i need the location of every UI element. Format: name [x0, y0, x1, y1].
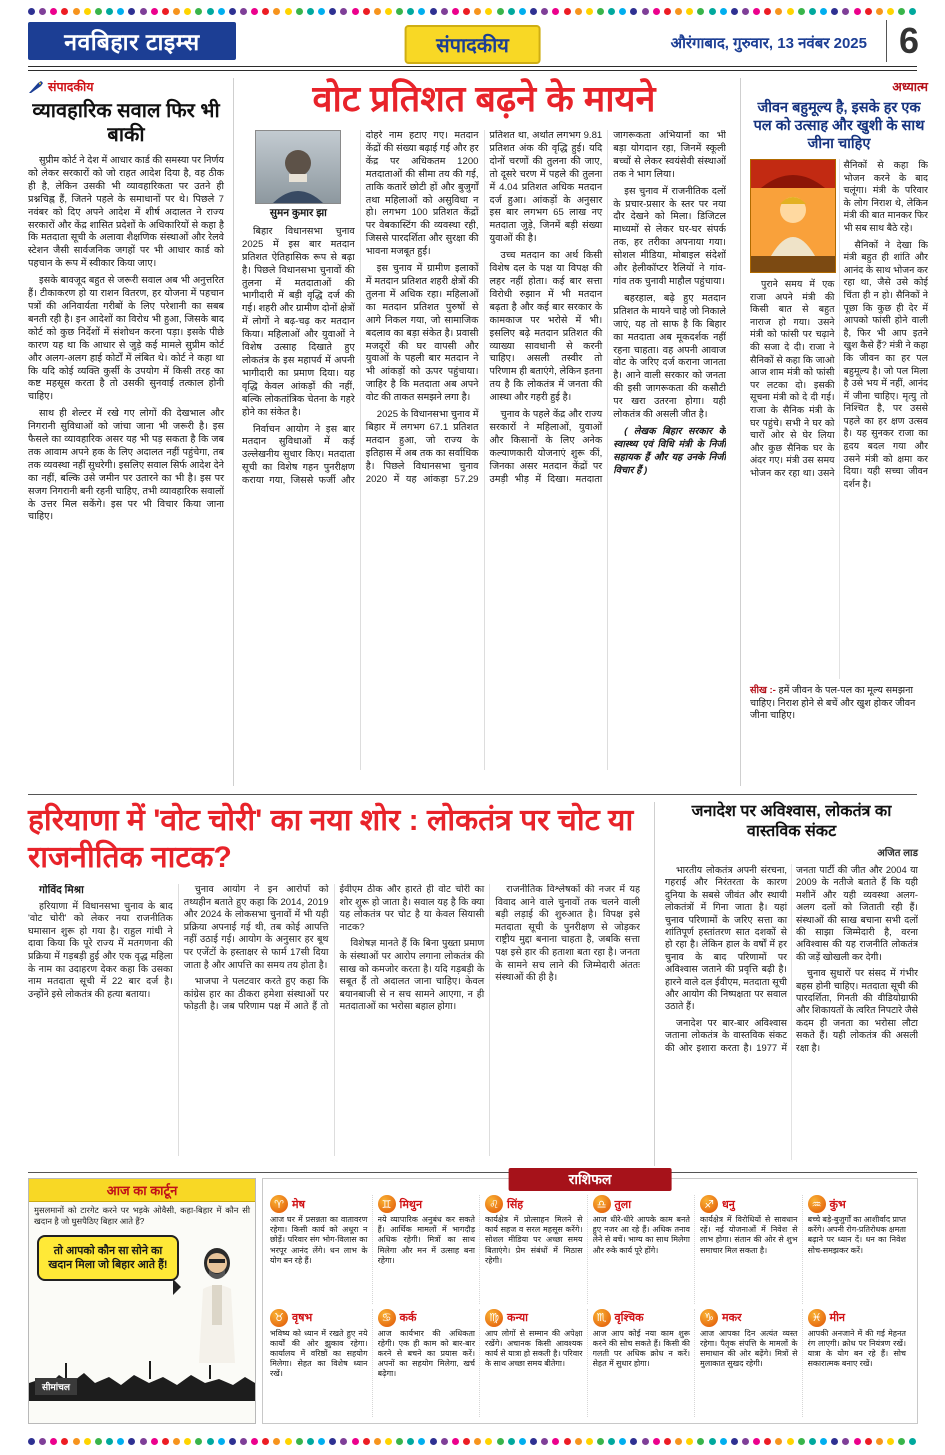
- spiritual-label: अध्यात्म: [892, 80, 928, 94]
- horoscope-cell-capricorn: [700, 1309, 803, 1418]
- spiritual-column: [740, 78, 928, 786]
- horoscope-text: कार्यक्षेत्र में प्रोत्साहन मिलने से कार्य सहज व सरल महसूस करेंगे। सोशल मीडिया पर अच्छा समय बिताएंगे। प्रेम संबंधों में मिठास रहेगी।: [485, 1215, 583, 1265]
- paragraph: भाजपा ने पलटवार करते हुए कहा कि कांग्रेस हार का ठीकरा हमेशा संस्थाओं पर फोड़ती है। जब परिणाम पक्ष में आते हैं तो ईवीएम ठीक और हारते ही वोट चोरी का शोर शुरू हो जाता है। सवाल यह है कि क्या यह लोकतंत्र पर चोट है या केवल सियासी नाटक?: [183, 884, 485, 1013]
- horoscope-text: आज आपका दिन अत्यंत व्यस्त रहेगा। पैतृक संपत्ति के मामलों के समाधान की ओर बढ़ेंगे। मित्रों से मुलाकात सुखद रहेगी।: [700, 1328, 798, 1369]
- zodiac-name: कुंभ: [829, 1198, 846, 1211]
- spiritual-headline: जीवन बहुमूल्य है, इसके हर एक पल को उत्साह और खुशी के साथ जीना चाहिए: [753, 100, 925, 152]
- horoscope-box: [262, 1171, 918, 1424]
- paragraph: चुनाव आयोग ने इन आरोपों को तथ्यहीन बताते हुए कहा कि 2014, 2019 और 2024 के लोकसभा चुनावों में भी यही प्रक्रिया अपनाई गई थी, तब कोई आपत्ति नहीं उठाई गई। आयोग के अनुसार हर बूथ पर एजेंटों के हस्ताक्षर से फार्म 17सी दिया जाता है और आपत्ति का समय तय होता है।: [183, 884, 329, 971]
- horoscope-text: आज धीरे-धीरे आपके काम बनते हुए नजर आ रहे हैं। अधिक तनाव लेने से बचें। भाग्य का साथ मिलेगा और रुके कार्य पूरे होंगे।: [592, 1215, 690, 1255]
- zodiac-name: मीन: [829, 1312, 846, 1324]
- mandate-article: [654, 802, 918, 1166]
- horoscope-title: राशिफल: [509, 1168, 672, 1191]
- zodiac-name: वृश्चिक: [614, 1312, 644, 1324]
- zodiac-name: कन्या: [507, 1312, 528, 1324]
- editorial-column: [28, 78, 234, 786]
- capricorn-icon: ♑: [700, 1309, 718, 1327]
- zodiac-name: मेष: [292, 1198, 305, 1211]
- gemini-icon: ♊: [378, 1195, 396, 1213]
- mandate-body: [665, 864, 918, 1160]
- masthead: नवबिहार टाइम्स: [28, 22, 236, 60]
- cancer-icon: ♋: [378, 1309, 396, 1327]
- scorpio-icon: ♏: [593, 1309, 611, 1327]
- horoscope-cell-virgo: [485, 1309, 588, 1418]
- sagittarius-icon: ♐: [700, 1195, 718, 1213]
- horoscope-text: बच्चे बड़े-बुजुर्गों का आशीर्वाद प्राप्त करेंगे। अपनी रोग-प्रतिरोधक क्षमता बढ़ाने पर ध्यान दें। धन का निवेश सोच-समझकर करें।: [807, 1215, 906, 1255]
- spiritual-body: [750, 159, 928, 679]
- horoscope-cell-cancer: [378, 1309, 481, 1418]
- cartoon-man-icon: [185, 1245, 249, 1365]
- paragraph: 2025 के विधानसभा चुनाव में बिहार में लगभग 67.1 प्रतिशत मतदान हुआ, जो राज्य के इतिहास में अब तक का सर्वाधिक है। पिछले विधानसभा चुनाव 2020 में यह आंकड़ा 57.29 प्रतिशत था, अर्थात लगभग 9.81 प्रतिशत अंक की वृद्धि हुई। यदि दोनों चरणों की तुलना की जाए, तो दूसरे चरण में पहले की तुलना में 4.04 प्रतिशत अधिक मतदान दर्ज हुआ। आंकड़ों के अनुसार इस बार लगभग 65 लाख नए मतदाता जुड़े, जिनमें बड़ी संख्या युवाओं की है।: [365, 130, 603, 485]
- horoscope-cell-taurus: [270, 1309, 373, 1418]
- horoscope-cell-scorpio: [593, 1309, 696, 1418]
- lead-headline: वोट प्रतिशत बढ़ने के मायने: [312, 78, 656, 119]
- zodiac-name: कर्क: [399, 1312, 417, 1324]
- deity-illustration: [751, 160, 835, 272]
- zodiac-name: तुला: [614, 1198, 632, 1211]
- paragraph: इस चुनाव में ग्रामीण इलाकों में मतदान प्रतिशत शहरी क्षेत्रों की तुलना में अधिक रहा। महिलाओं का मतदान प्रतिशत पुरुषों से आगे निकल गया, जो सामाजिक बदलाव का बड़ा संकेत है। प्रवासी मजदूरों की घर वापसी और युवाओं के पहली बार मतदान ने भी आंकड़ों को ऊपर पहुंचाया। जाहिर है कि मतदाता अब अपने वोट की ताकत समझने लगा है।: [365, 263, 479, 404]
- cartoon-caption: मुसलमानों को टारगेट करने पर भड़के ओवैसी, कहा-बिहार में कौन सी खदान है जो घुसपैठिए बिहार आते हैं?: [34, 1205, 250, 1226]
- mandate-byline: अजित लाड: [877, 848, 918, 859]
- speech-bubble: तो आपको कौन सा सोने का खदान मिला जो बिहार आते हैं!: [37, 1235, 179, 1281]
- zodiac-name: धनु: [722, 1198, 735, 1211]
- pisces-icon: ♓: [808, 1309, 826, 1327]
- editorial-headline: व्यावहारिक सवाल फिर भी बाकी: [32, 100, 220, 146]
- paragraph: पुराने समय में एक राजा अपने मंत्री की किसी बात से बहुत नाराज हो गया। उसने मंत्री को फांसी पर चढ़ाने की सजा दे दी। राजा ने सैनिकों से कहा कि जाओ आज शाम मंत्री को फांसी पर लटका दो। इसकी सूचना मंत्री को दे दी गई। राजा के सैनिक मंत्री के घर पहुंचे। सभी ने घर को चारों ओर से घेर लिया और कुछ सैनिक घर के अंदर गए। मंत्री उस समय भोजन कर रहा था। उसने सैनिकों से कहा कि भोजन करने के बाद चलूंगा। मंत्री के परिवार के लोग निराश थे, लेकिन मंत्री की बात मानकर फिर भी सब साथ बैठे रहे।: [750, 159, 928, 478]
- paragraph: राजनीतिक विश्लेषकों की नजर में यह विवाद आने वाले चुनावों तक चलने वाली बड़ी लड़ाई की शुरुआत है। विपक्ष इसे मतदाता सूची के पुनरीक्षण से जोड़कर राष्ट्रीय मुद्दा बनाना चाहता है, जबकि सत्ता पक्ष इसे हार की हताशा बता रहा है। जनता के सामने सच लाने की जिम्मेदारी अंततः संस्थाओं की ही है।: [495, 884, 640, 984]
- zodiac-name: सिंह: [507, 1198, 524, 1211]
- paragraph: सैनिकों ने देखा कि मंत्री बहुत ही शांति और आनंद के साथ भोजन कर रहा था, जैसे उसे कोई चिंता ही न हो। सैनिकों ने पूछा कि कुछ ही देर में आपको फांसी होने वाली है, फिर भी आप इतने खुश कैसे हैं? मंत्री ने कहा कि जीवन का हर पल बहुमूल्य है। जो पल मिला है उसे भय में नहीं, आनंद में जीना चाहिए। मृत्यु तो निश्चित है, पर उससे पहले का हर क्षण उत्सव है। यह सुनकर राजा का हृदय बदल गया और उसने मंत्री को क्षमा कर दिया। यही सच्चा जीवन दर्शन है।: [843, 238, 928, 489]
- horoscope-cell-libra: [593, 1195, 696, 1304]
- paragraph: उच्च मतदान का अर्थ किसी विशेष दल के पक्ष या विपक्ष की लहर नहीं होता। कई बार सत्ता विरोधी रुझान में भी मतदान बढ़ता है और कई बार सरकार के कामकाज पर भरोसे में भी। इसलिए बढ़े मतदान प्रतिशत की व्याख्या सावधानी से करनी चाहिए। असली तस्वीर तो परिणाम ही बताएंगे, लेकिन इतना तय है कि लोकतंत्र में जनता की आस्था और गहरी हुई है।: [489, 250, 603, 404]
- haryana-byline: गोविंद मिश्रा: [39, 884, 84, 896]
- paragraph: बहरहाल, बढ़े हुए मतदान प्रतिशत के मायने चाहे जो निकाले जाएं, यह तो साफ है कि बिहार का मतदाता अब मूकदर्शक नहीं रहना चाहता। वह अपनी आवाज वोट के जरिए दर्ज कराना जानता है। आने वाली सरकार को जनता की इसी जागरूकता की कसौटी पर खरा उतरना होगा। यही लोकतंत्र की असली जीत है।: [613, 292, 726, 421]
- horoscope-text: आज घर में प्रसन्नता का वातावरण रहेगा। किसी कार्य को अधूरा न छोड़ें। परिवार संग भोग-विलास का भरपूर आनंद लेंगे। धन लाभ के योग बन रहे हैं।: [270, 1215, 368, 1265]
- lesson-text: हमें जीवन के पल-पल का मूल्य समझना चाहिए। निराश होने से बचें और खुश होकर जीवन जीना चाहिए।: [750, 685, 916, 722]
- horoscope-text: भविष्य को ध्यान में रखते हुए नये कार्यों की ओर झुकाव रहेगा। कार्यालय में वरिष्ठों का सहयोग मिलेगा। सेहत का विशेष ध्यान रखें।: [270, 1328, 368, 1379]
- cartoon-canvas: [29, 1229, 255, 1401]
- horoscope-cell-aquarius: [808, 1195, 911, 1304]
- section-divider: [28, 1172, 917, 1173]
- leo-icon: ♌: [485, 1195, 503, 1213]
- virgo-icon: ♍: [485, 1309, 503, 1327]
- region-tag: सीमांचल: [35, 1378, 77, 1395]
- zodiac-name: वृषभ: [292, 1312, 313, 1324]
- paragraph: विशेषज्ञ मानते हैं कि बिना पुख्ता प्रमाण के संस्थाओं पर आरोप लगाना लोकतंत्र की साख को कमजोर करता है। यदि गड़बड़ी के सबूत हैं तो अदालत जाना चाहिए। केवल बयानबाजी से न सच सामने आएगा, न ही मतदाताओं का भरोसा बहाल होगा।: [339, 938, 485, 1013]
- zodiac-name: मिथुन: [399, 1198, 423, 1211]
- haryana-body: [28, 884, 640, 1156]
- section-badge: संपादकीय: [404, 25, 541, 64]
- horoscope-text: आप लोगों से सम्मान की अपेक्षा रखेंगे। अचानक किसी आवश्यक कार्य से यात्रा हो सकती है। परिवार के साथ अच्छा समय बीतेगा।: [485, 1328, 583, 1369]
- paragraph: साथ ही शेल्टर में रखे गए लोगों की देखभाल और निगरानी सुविधाओं को जांचा जाना भी जरूरी है। इस फैसले का व्यावहारिक असर यह भी पड़ सकता है कि जब तक आवाम अपने हक के लिए अदालत नहीं पहुंचेगा, तब तक व्यवस्था नहीं सुधरेगी। इसलिए सवाल सिर्फ आदेश देने का नहीं, बल्कि उसे जमीन पर उतारने का भी है। इस पर सजग निगरानी बनी रहनी चाहिए, तभी व्यावहारिक सवालों के उत्तर मिल सकेंगे। इस पर भी विचार किया जाना चाहिए।: [28, 408, 224, 523]
- horoscope-cell-leo: [485, 1195, 588, 1304]
- author-photo: [255, 130, 341, 204]
- horoscope-text: आज आप कोई नया काम शुरू करने की सोच सकते हैं। किसी की गलती पर अधिक क्रोध न करें। सेहत में सुधार होगा।: [592, 1328, 690, 1369]
- paragraph: इस चुनाव में राजनीतिक दलों के प्रचार-प्रसार के स्तर पर नया दौर देखने को मिला। डिजिटल माध्यमों से लेकर घर-घर संपर्क तक, हर तरीका अपनाया गया। सोशल मीडिया, मोबाइल संदेशों और हेलीकॉप्टर रैलियों ने गांव-गांव तक चुनावी माहौल पहुंचाया।: [613, 185, 726, 287]
- cartoon-figure: [185, 1245, 249, 1370]
- horoscope-text: आज कार्यभार की अधिकता रहेगी। एक ही काम को बार-बार करने से बचने का प्रयास करें। अपनों का सहयोग मिलेगा, खर्च बढ़ेगा।: [377, 1328, 475, 1379]
- paragraph: सुप्रीम कोर्ट ने देश में आधार कार्ड की समस्या पर निर्णय को लेकर सरकारों को जो राहत आदेश दिया है, वह ठीक ही है, लेकिन उसकी भी व्यावहारिकता पर उतने ही प्रश्नचिह्न हैं, जितने पहले के समाधानों पर थे। पिछले 7 नवंबर को दिए अपने आदेश में शीर्ष अदालत ने राज्य सरकारों और केंद्र शासित प्रदेशों के अधिकारियों से कहा है कि मतदाता सूची के अलावा शैक्षणिक संस्थाओं और रेलवे स्टेशन जैसी सार्वजनिक जगहों पर भी आधार कार्ड को पहचान के रूप में स्वीकार किया जाए।: [28, 155, 224, 270]
- mandate-headline: जनादेश पर अविश्वास, लोकतंत्र का वास्तविक संकट: [691, 803, 892, 840]
- section-divider: [28, 794, 917, 795]
- page-number: 6: [886, 20, 919, 62]
- paragraph: इसके बावजूद बहुत से जरूरी सवाल अब भी अनुत्तरित हैं। टीकाकरण हो या राशन वितरण, हर योजना में पहचान पत्रों की अनिवार्यता गरीबों के लिए परेशानी का सबब बनती रही है। इन आदेशों का विरोध भी हुआ, जिसके बाद कोर्ट को कुछ निर्देशों में संशोधन करना पड़ा। इसके पीछे कारण यह था कि आधार से जुड़े कई मामले सुप्रीम कोर्ट और अलग-अलग हाई कोर्टों में लंबित थे। कोर्ट ने कहा था कि यदि कोई व्यक्ति कुर्सी के उपयोग में किसी तरह का कष्ट महसूस करता है तो उसकी सुनवाई तत्काल होनी चाहिए।: [28, 275, 224, 403]
- author-footnote: ( लेखक बिहार सरकार के स्वास्थ्य एवं विधि मंत्री के निजी सहायक हैं और यह उनके निजी विचार हैं ): [613, 425, 726, 476]
- paragraph: जनादेश पर बार-बार अविश्वास जताना लोकतंत्र के वास्तविक संकट की ओर इशारा करता है। 1977 में जनता पार्टी की जीत और 2004 या 2009 के नतीजे बताते हैं कि यही मशीनें और यही व्यवस्था अलग-अलग दलों को जिताती रही हैं। संस्थाओं की साख बचाना सभी दलों की साझा जिम्मेदारी है, वरना अविश्वास की यह राजनीति लोकतंत्र की जड़ें खोखली कर देगी।: [665, 864, 918, 1053]
- author-figure: [242, 130, 355, 220]
- pen-icon: [28, 80, 44, 94]
- aries-icon: ♈: [270, 1195, 288, 1213]
- libra-icon: ♎: [593, 1195, 611, 1213]
- cartoon-box: [28, 1178, 256, 1424]
- header-rule: [28, 66, 917, 71]
- horoscope-cell-pisces: [808, 1309, 911, 1418]
- horoscope-cell-gemini: [378, 1195, 481, 1304]
- decor-dots-bottom: [28, 1438, 917, 1445]
- paragraph: चुनाव के पहले केंद्र और राज्य सरकारों ने महिलाओं, युवाओं और किसानों के लिए अनेक कल्याणकारी योजनाएं शुरू कीं, जिनका असर मतदान केंद्रों पर उमड़ी भीड़ में दिखा। मतदाता जागरूकता अभियानों का भी बड़ा योगदान रहा, जिनमें स्कूली बच्चों से लेकर स्वयंसेवी संस्थाओं तक ने भाग लिया।: [489, 130, 726, 485]
- person-icon: [263, 141, 333, 203]
- zodiac-name: मकर: [722, 1312, 742, 1324]
- spiritual-figure: [750, 159, 835, 273]
- editorial-label: संपादकीय: [28, 78, 224, 95]
- taurus-icon: ♉: [270, 1309, 288, 1327]
- paragraph: निर्वाचन आयोग ने इस बार मतदान सुविधाओं में कई उल्लेखनीय सुधार किए। मतदाता सूची का विशेष गहन पुनरीक्षण कराया गया, जिससे फर्जी और दोहरे नाम हटाए गए। मतदान केंद्रों की संख्या बढ़ाई गई और हर केंद्र पर अधिकतम 1200 मतदाताओं की सीमा तय की गई, ताकि कतारें छोटी हों और बुजुर्गों तथा महिलाओं को असुविधा न हो। लगभग 100 प्रतिशत केंद्रों पर वेबकास्टिंग की व्यवस्था रही, जिससे पारदर्शिता और सुरक्षा की भावना मजबूत हुई।: [242, 130, 479, 487]
- lead-byline: सुमन कुमार झा: [269, 207, 327, 219]
- lead-article: [242, 78, 726, 786]
- spiritual-illustration: [750, 159, 836, 273]
- haryana-headline: हरियाणा में 'वोट चोरी' का नया शोर : लोकतंत्र पर चोट या राजनीतिक नाटक?: [28, 804, 634, 874]
- lesson: [750, 685, 928, 723]
- horoscope-text: कार्यक्षेत्र में विरोधियों से सावधान रहें। नई योजनाओं में निवेश से लाभ होगा। संतान की ओर से शुभ समाचार मिल सकता है।: [700, 1215, 798, 1255]
- paragraph: हरियाणा में विधानसभा चुनाव के बाद 'वोट चोरी' को लेकर नया राजनीतिक घमासान शुरू हो गया है। राहुल गांधी ने दावा किया कि पूरे राज्य में मतगणना की प्रक्रिया में गड़बड़ी हुई और एक वृद्ध महिला के नाम का उदाहरण देकर कहा कि उसका नाम मतदाता सूची में 22 बार दर्ज है। उन्होंने इसे लोकतंत्र की हत्या बताया।: [28, 900, 173, 1000]
- paragraph: चुनाव सुधारों पर संसद में गंभीर बहस होनी चाहिए। मतदाता सूची की पारदर्शिता, गिनती की वीडियोग्राफी और शिकायतों के त्वरित निपटारे जैसे कदम ही जनता का भरोसा लौटा सकते हैं। यही लोकतंत्र की असली रक्षा है।: [796, 967, 918, 1053]
- paragraph: बिहार विधानसभा चुनाव 2025 में इस बार मतदान प्रतिशत ऐतिहासिक रूप से बढ़ा है। पिछले विधानसभा चुनावों की तुलना में मतदाताओं की भागीदारी में बड़ी वृद्धि दर्ज की गई। शहरी और ग्रामीण दोनों क्षेत्रों में लोगों ने बढ़-चढ़ कर मतदान किया। महिलाओं और युवाओं ने विशेष उत्साह दिखाते हुए लोकतंत्र के इस महापर्व में अपनी भागीदारी का प्रमाण दिया। यह वृद्धि केवल आंकड़ों की नहीं, बल्कि लोकतांत्रिक चेतना के गहरे होने का संकेत है।: [242, 225, 355, 418]
- editorial-body: [28, 155, 224, 524]
- aquarius-icon: ♒: [808, 1195, 826, 1213]
- lesson-label: सीख :-: [750, 685, 776, 696]
- horoscope-grid: [263, 1179, 917, 1423]
- horoscope-cell-aries: [270, 1195, 373, 1304]
- haryana-article: [28, 802, 640, 1166]
- horoscope-cell-sagittarius: [700, 1195, 803, 1304]
- lead-body: [242, 130, 726, 770]
- dateline: औरंगाबाद, गुरुवार, 13 नवंबर 2025: [670, 35, 867, 52]
- cartoon-label: आज का कार्टून: [29, 1179, 255, 1202]
- decor-dots-top: [28, 8, 917, 15]
- horoscope-text: नये व्यापारिक अनुबंध कर सकते हैं। आर्थिक मामलों में भागदौड़ अधिक रहेगी। मित्रों का साथ मिलेगा और मन में उत्साह बना रहेगा।: [377, 1215, 475, 1265]
- horoscope-text: आपकी अनजाने में की गई मेहनत रंग लाएगी। क्रोध पर नियंत्रण रखें। यात्रा के योग बन रहे हैं। सोच सकारात्मक बनाए रखें।: [807, 1328, 906, 1369]
- paragraph: भारतीय लोकतंत्र अपनी संरचना, गहराई और निरंतरता के कारण दुनिया के सबसे जीवंत और स्थायी लोकतंत्रों में गिना जाता है। यहां चुनाव परिणामों के जरिए सत्ता का शांतिपूर्ण हस्तांतरण सात दशकों से हो रहा है। लेकिन हाल के वर्षों में हर चुनाव के बाद परिणामों पर अविश्वास जताने की प्रवृत्ति बढ़ी है। हारने वाले दल ईवीएम, मतदाता सूची और आयोग की निष्पक्षता पर सवाल उठाते हैं।: [665, 864, 787, 1012]
